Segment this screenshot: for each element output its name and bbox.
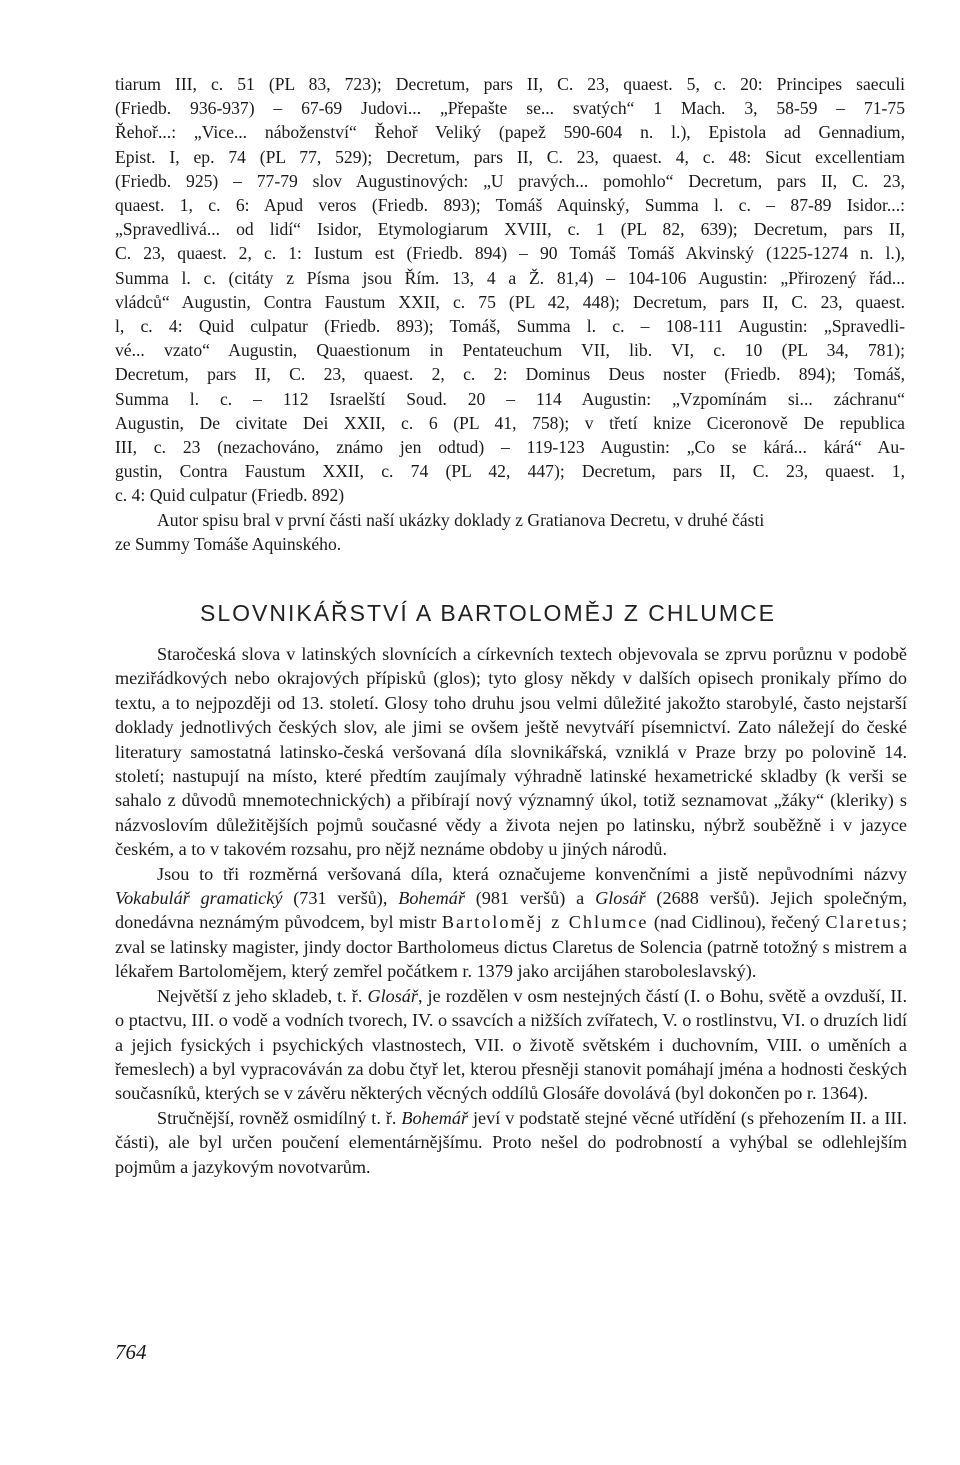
note-line: Augustin, De civitate Dei XXII, c. 6 (PL 41, 758); v třetí knize Ciceronově De republica: [115, 412, 905, 433]
note-line: Řehoř...: „Vice... náboženství“ Řehoř Veliký (papež 590-604 n. l.), Epistola ad Gennadium,: [115, 122, 905, 143]
note-line: l, c. 4: Quid culpatur (Friedb. 893); Tomáš, Summa l. c. – 108-111 Augustin: „Spravedli-: [115, 316, 905, 337]
body-text: [115, 642, 907, 1179]
note-line: vé... vzato“ Augustin, Quaestionum in Pentateuchum VII, lib. VI, c. 10 (PL 34, 781);: [115, 340, 905, 361]
paragraph: Staročeská slova v latinských slovnících a církevních textech objevovala se zprvu porůznu v podobě meziřádkových nebo okrajových přípisků (glos); tyto glosy někdy v dalších opisech pronikaly přímo do textu, a to nejpozději od 13. století. Glosy toho druhu jsou velmi důležité jakožto starobylé, často nejstarší doklady jednotlivých českých slov, ale jimi se ovšem ještě nevytváří písemnictví. Zato náležejí do české literatury samostatná latinsko-česká veršovaná díla slovnikářská, vzniklá v Praze brzy po polovině 14. století; nastupují na místo, které předtím zaujímaly výhradně latinské hexametrické skladby (k verši se sahalo z důvodů mnemotechnických) a přibírají nový významný úkol, totiž seznamovat „žáky“ (kleriky) s názvoslovím důležitějších pojmů současné vědy a života nejen po latinsku, nýbrž souběžně i v jazyce českém, a to v takovém rozsahu, pro nějž neznáme obdoby u jiných národů.: [115, 644, 907, 860]
page-number: 764: [115, 1340, 147, 1364]
note-line: c. 4: Quid culpatur (Friedb. 892): [115, 485, 345, 506]
note-line: C. 23, quaest. 2, c. 1: Iustum est (Friedb. 894) – 90 Tomáš Tomáš Akvinský (1225-1274 n. l.),: [115, 243, 905, 264]
note-line: Summa l. c. (citáty z Písma jsou Řím. 13, 4 a Ž. 81,4) – 104-106 Augustin: „Přirozený řád...: [115, 267, 905, 288]
note-line: (Friedb. 925) – 77-79 slov Augustinových: „U pravých... pomohlo“ Decretum, pars II, C. 23,: [115, 170, 905, 191]
note-line: Decretum, pars II, C. 23, quaest. 2, c. 2: Dominus Deus noster (Friedb. 894); Tomáš,: [115, 364, 905, 385]
paragraph: Stručnější, rovněž osmidílný t. ř. Bohemář jeví v podstatě stejné věcné utřídění (s přehozením II. a III. části), ale byl určen poučení elementárnějšímu. Proto nešel do podrobností a vyhýbal se odlehlejším pojmům a jazykovým novotvarům.: [115, 1107, 908, 1177]
paragraph: Jsou to tři rozměrná veršovaná díla, která označujeme konvenčními a jistě nepůvodními názvy Vokabulář gramatický (731 veršů), Bohemář (981 veršů) a Glosář (2688 veršů). Jejich společným, donedávna neznámým původcem, byl mistr Bartoloměj z Chlumce (nad Cidlinou), řečený Claretus; zval se latinsky magister, jindy doctor Bartholomeus dictus Claretus de Solencia (patrně totožný s mistrem a lékařem Bartolomějem, který zemřel počátkem r. 1379 jako arcijáhen staroboleslavský).: [115, 863, 908, 982]
section-heading: SLOVNIKÁŘSTVÍ A BARTOLOMĚJ Z CHLUMCE: [200, 600, 777, 626]
note-line: Autor spisu bral v první části naší ukázky doklady z Gratianova Decretu, v druhé části: [157, 509, 765, 530]
note-line: tiarum III, c. 51 (PL 83, 723); Decretum, pars II, C. 23, quaest. 5, c. 20: Principes saeculi: [115, 74, 905, 94]
note-line: „Spravedlivá... od lidí“ Isidor, Etymologiarum XVIII, c. 1 (PL 82, 639); Decretum, pars II,: [115, 219, 905, 240]
note-line: Epist. I, ep. 74 (PL 77, 529); Decretum, pars II, C. 23, quaest. 4, c. 48: Sicut excellentiam: [115, 146, 905, 167]
note-line: Summa l. c. – 112 Israelští Soud. 20 – 114 Augustin: „Vzpomínám si... záchranu“: [115, 388, 905, 409]
note-line: vládců“ Augustin, Contra Faustum XXII, c. 75 (PL 42, 448); Decretum, pars II, C. 23, quaest.: [115, 291, 905, 312]
note-line: ze Summy Tomáše Aquinského.: [115, 533, 342, 554]
note-line: (Friedb. 936-937) – 67-69 Judovi... „Přepašte se... svatých“ 1 Mach. 3, 58-59 – 71-75: [115, 98, 905, 119]
note-line: III, c. 23 (nezachováno, známo jen odtud) – 119-123 Augustin: „Co se kárá... kárá“ Au-: [115, 437, 905, 458]
note-line: quaest. 1, c. 6: Apud veros (Friedb. 893); Tomáš Aquinský, Summa l. c. – 87-89 Isidor...:: [115, 195, 905, 216]
endnotes: [115, 72, 905, 556]
paragraph: Největší z jeho skladeb, t. ř. Glosář, je rozdělen v osm nestejných částí (I. o Bohu, světě a ovzduší, II. o ptactvu, III. o vodě a vodních tvorech, IV. o ssavcích a nižších zvířatech, V. o rostlinstvu, VI. o druzích lidí a jejich fysických i psychických vlastnostech, VII. o životě světském i duchovním, VIII. o uměních a řemeslech) a byl vypracováván za dobu čtyř let, kterou přesněji stanovit pomáhají jména a hodnosti českých současníků, kterých se v závěru některých věcných oddílů Glosáře dovolává (byl dokončen po r. 1364).: [115, 985, 908, 1104]
note-line: gustin, Contra Faustum XXII, c. 74 (PL 42, 447); Decretum, pars II, C. 23, quaest. 1,: [115, 461, 905, 482]
